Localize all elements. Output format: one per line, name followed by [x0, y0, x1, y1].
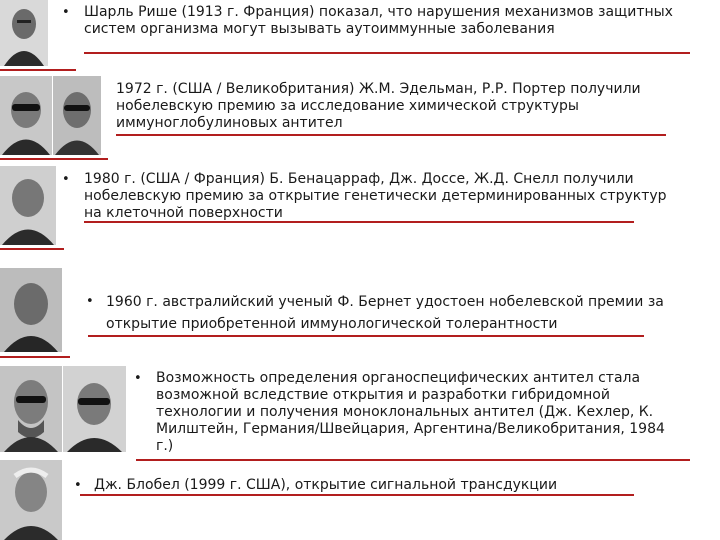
- portrait-photo: [63, 366, 126, 452]
- portrait-photo: [0, 166, 56, 245]
- entry-text-line: возможной вследствие открытия и разработки гибридомной: [156, 387, 610, 403]
- underline-rule: [0, 69, 76, 71]
- entry-text-line: технологии и получения моноклональных антител (Дж. Кехлер, К.: [156, 404, 654, 420]
- portrait-photo: [53, 76, 101, 155]
- entry-text-line: Дж. Блобел (1999 г. США), открытие сигнальной трансдукции: [94, 477, 558, 493]
- entry-text-line: 1972 г. (США / Великобритания) Ж.М. Эдельман, Р.Р. Портер получили: [116, 81, 641, 97]
- underline-rule: [116, 134, 666, 136]
- entry-text-line: Возможность определения органоспецифических антител стала: [156, 370, 641, 386]
- portrait-photo: [0, 268, 62, 352]
- entry-text-line: открытие приобретенной иммунологической толерантности: [106, 316, 558, 332]
- portrait-photo: [0, 0, 48, 66]
- bullet-marker: •: [74, 478, 82, 493]
- underline-rule: [80, 494, 634, 496]
- entry-text-line: 1980 г. (США / Франция) Б. Бенацарраф, Дж. Доссе, Ж.Д. Снелл получили: [84, 171, 634, 187]
- entry-text-line: Шарль Рише (1913 г. Франция) показал, что нарушения механизмов защитных: [84, 4, 673, 20]
- portrait-photo: [0, 460, 62, 540]
- underline-rule: [0, 356, 70, 358]
- entry-text-line: 1960 г. австралийский ученый Ф. Бернет удостоен нобелевской премии за: [106, 294, 664, 310]
- entry-text-line: г.): [156, 438, 174, 454]
- underline-rule: [84, 221, 634, 223]
- entry-text-line: Милштейн, Германия/Швейцария, Аргентина/Великобритания, 1984: [156, 421, 665, 437]
- underline-rule: [0, 248, 64, 250]
- bullet-marker: •: [62, 172, 70, 187]
- underline-rule: [0, 158, 108, 160]
- entry-text-line: иммуноглобулиновых антител: [116, 115, 343, 131]
- underline-rule: [88, 335, 644, 337]
- portrait-photo: [0, 76, 52, 155]
- bullet-marker: •: [134, 371, 142, 386]
- underline-rule: [84, 52, 690, 54]
- bullet-marker: •: [86, 294, 94, 309]
- portrait-photo: [0, 366, 62, 452]
- entry-text-line: нобелевскую премию за исследование химической структуры: [116, 98, 579, 114]
- underline-rule: [136, 459, 690, 461]
- entry-text-line: на клеточной поверхности: [84, 205, 283, 221]
- entry-text-line: систем организма могут вызывать аутоиммунные заболевания: [84, 21, 555, 37]
- entry-text-line: нобелевскую премию за открытие генетически детерминированных структур: [84, 188, 667, 204]
- bullet-marker: •: [62, 5, 70, 20]
